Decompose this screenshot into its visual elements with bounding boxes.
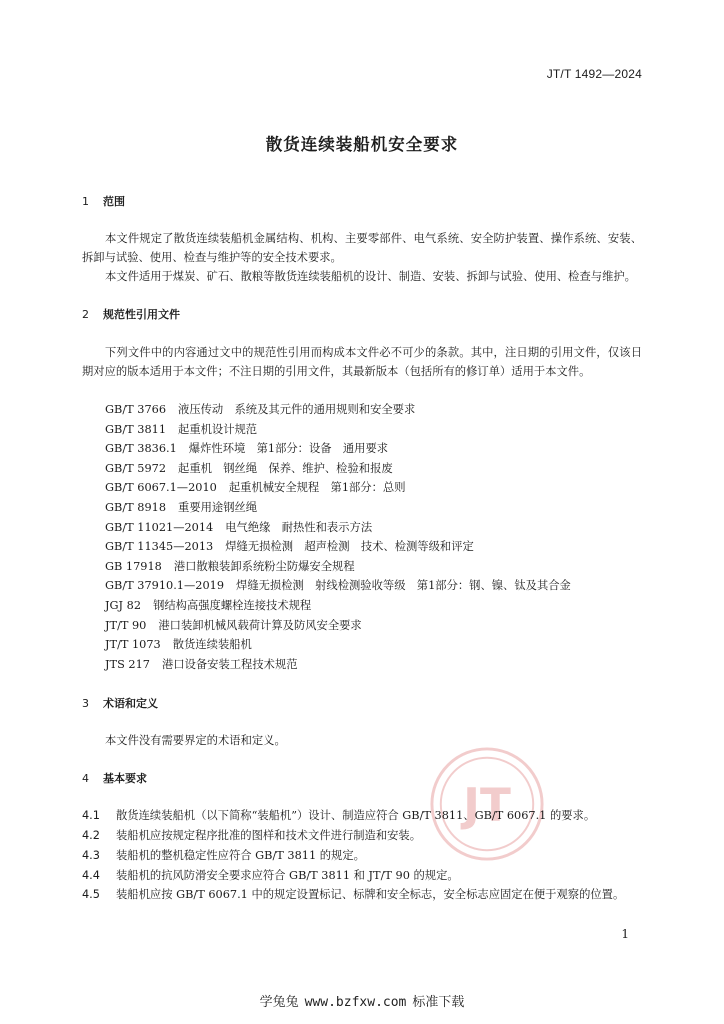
section-number: 4 xyxy=(82,772,89,785)
reference-code: GB 17918 xyxy=(105,559,162,573)
section-heading-terms xyxy=(82,695,158,711)
reference-title: 港口散粮装卸系统粉尘防爆安全规程 xyxy=(173,559,355,573)
reference-code: JGJ 82 xyxy=(105,598,142,612)
reference-title: 散货连续装船机 xyxy=(172,638,252,652)
clause xyxy=(82,806,642,825)
scope-paragraph: 本文件规定了散货连续装船机金属结构、机构、主要零部件、电气系统、安全防护装置、操作系统、安装、拆卸与试验、使用、检查与维护等的安全技术要求。 xyxy=(82,232,642,264)
reference-title: 焊缝无损检测 射线检测验收等级 第1部分：钢、镍、钛及其合金 xyxy=(236,579,571,593)
reference-code: GB/T 3836.1 xyxy=(105,442,177,456)
reference-item xyxy=(105,616,571,636)
clause xyxy=(82,866,642,885)
reference-code: GB/T 37910.1—2019 xyxy=(105,579,225,593)
section-heading-basic-requirements xyxy=(82,770,147,786)
clause xyxy=(82,885,642,904)
section-heading-scope xyxy=(82,193,125,209)
section-number: 2 xyxy=(82,308,89,321)
standard-code: JT/T 1492—2024 xyxy=(546,67,642,81)
clause-number: 4.1 xyxy=(82,809,100,822)
watermark-text: JT xyxy=(463,778,511,832)
reference-title: 电气绝缘 耐热性和表示方法 xyxy=(225,520,373,534)
section-heading-normative-references xyxy=(82,306,180,322)
reference-item xyxy=(105,557,571,577)
reference-title: 起重机 钢丝绳 保养、维护、检验和报废 xyxy=(178,461,393,475)
terms-paragraph: 本文件没有需要界定的术语和定义。 xyxy=(105,734,286,747)
clause-number: 4.3 xyxy=(82,849,100,862)
reference-code: JT/T 1073 xyxy=(105,638,161,652)
reference-code: GB/T 3811 xyxy=(105,422,167,436)
reference-title: 焊缝无损检测 超声检测 技术、检测等级和评定 xyxy=(225,540,474,554)
reference-item xyxy=(105,537,571,557)
reference-item xyxy=(105,400,571,420)
section-title: 规范性引用文件 xyxy=(103,308,180,321)
normative-references-intro: 下列文件中的内容通过文中的规范性引用而构成本文件必不可少的条款。其中，注日期的引用文件，仅该日期对应的版本适用于本文件；不注日期的引用文件，其最新版本（包括所有的修订单）适用于本文件。 xyxy=(82,346,642,378)
footer-tagline: 标准下载 xyxy=(412,995,465,1010)
section-number: 1 xyxy=(82,195,89,208)
reference-title: 爆炸性环境 第1部分：设备 通用要求 xyxy=(188,442,389,456)
clause-text: 装船机应按规定程序批准的图样和技术文件进行制造和安装。 xyxy=(116,829,422,842)
reference-title: 钢结构高强度螺栓连接技术规程 xyxy=(153,598,312,612)
reference-item xyxy=(105,655,571,675)
reference-item xyxy=(105,498,571,518)
reference-title: 重要用途钢丝绳 xyxy=(178,500,258,514)
section-title: 术语和定义 xyxy=(103,697,158,710)
reference-item xyxy=(105,576,571,596)
reference-title: 港口装卸机械风载荷计算及防风安全要求 xyxy=(158,618,362,632)
document-title: 散货连续装船机安全要求 xyxy=(265,135,459,154)
reference-code: JT/T 90 xyxy=(105,618,147,632)
reference-code: GB/T 11345—2013 xyxy=(105,540,214,554)
reference-item xyxy=(105,635,571,655)
scope-paragraph: 本文件适用于煤炭、矿石、散粮等散货连续装船机的设计、制造、安装、拆卸与试验、使用、检查与维护。 xyxy=(105,270,636,283)
reference-item xyxy=(105,420,571,440)
clause-number: 4.2 xyxy=(82,829,100,842)
site-footer xyxy=(0,991,724,1010)
reference-title: 港口设备安装工程技术规范 xyxy=(161,657,298,671)
reference-code: GB/T 6067.1—2010 xyxy=(105,481,217,495)
clause-text: 装船机的抗风防滑安全要求应符合 GB/T 3811 和 JT/T 90 的规定。 xyxy=(116,869,459,882)
reference-title: 液压传动 系统及其元件的通用规则和安全要求 xyxy=(178,403,416,416)
footer-site-name: 学兔兔 xyxy=(259,995,299,1010)
clause-text: 装船机的整机稳定性应符合 GB/T 3811 的规定。 xyxy=(116,849,365,862)
reference-title: 起重机械安全规程 第1部分：总则 xyxy=(228,481,406,495)
clause-text: 散货连续装船机（以下简称“装船机”）设计、制造应符合 GB/T 3811、GB/T 6067.1 的要求。 xyxy=(116,809,596,822)
page-number: 1 xyxy=(621,927,629,941)
section-title: 范围 xyxy=(103,195,125,208)
reference-item xyxy=(105,459,571,479)
reference-title: 起重机设计规范 xyxy=(178,422,258,436)
reference-item xyxy=(105,478,571,498)
reference-code: GB/T 5972 xyxy=(105,461,167,475)
reference-code: GB/T 3766 xyxy=(105,403,167,416)
reference-item xyxy=(105,439,571,459)
reference-list xyxy=(105,400,571,674)
clause-text: 装船机应按 GB/T 6067.1 中的规定设置标记、标牌和安全标志，安全标志应固定在便于观察的位置。 xyxy=(116,888,625,901)
clause xyxy=(82,846,642,865)
clause-number: 4.4 xyxy=(82,869,100,882)
footer-url-link[interactable]: www.bzfxw.com xyxy=(304,995,407,1010)
reference-code: GB/T 8918 xyxy=(105,500,167,514)
reference-code: JTS 217 xyxy=(105,657,150,671)
section-number: 3 xyxy=(82,697,89,710)
reference-item xyxy=(105,518,571,538)
reference-code: GB/T 11021—2014 xyxy=(105,520,214,534)
reference-item xyxy=(105,596,571,616)
clause-number: 4.5 xyxy=(82,888,100,901)
section-title: 基本要求 xyxy=(103,772,147,785)
clause xyxy=(82,826,642,845)
